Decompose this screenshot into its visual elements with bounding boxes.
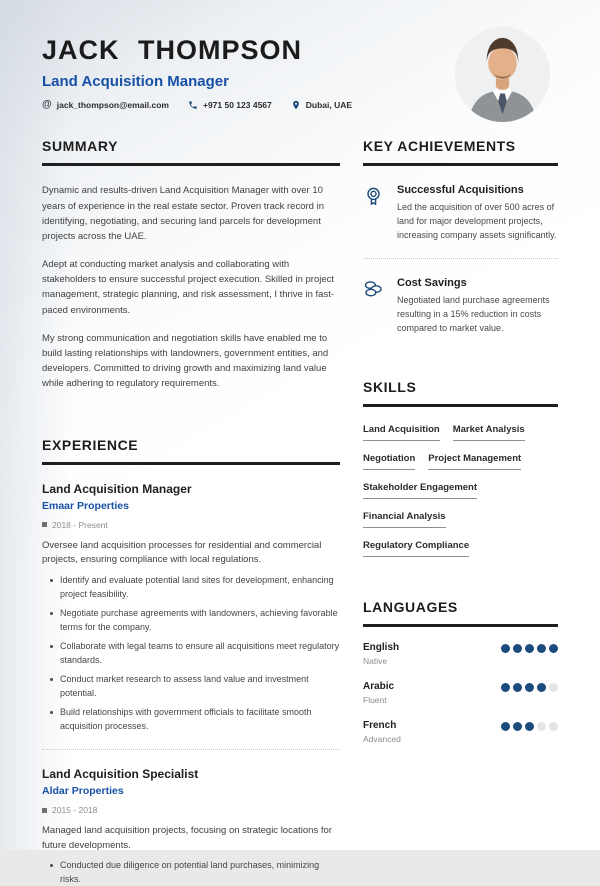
medal-icon <box>363 184 386 242</box>
header <box>0 0 600 110</box>
job-dates: 2018 - Present <box>52 519 108 530</box>
skill-item: Stakeholder Engagement <box>363 482 477 499</box>
coins-icon <box>363 277 386 335</box>
email-at-icon: @ <box>42 99 52 111</box>
candidate-name: JACK THOMPSON <box>42 35 303 65</box>
phone-icon <box>188 100 198 110</box>
achievements-heading: KEY ACHIEVEMENTS <box>363 138 558 166</box>
job-title: Land Acquisition Manager <box>42 481 192 496</box>
language-row <box>363 681 558 705</box>
contact-phone[interactable] <box>188 100 272 110</box>
skills-section <box>363 379 558 557</box>
skill-item: Market Analysis <box>453 424 525 441</box>
language-row <box>363 642 558 666</box>
summary-paragraph: My strong communication and negotiation skills have enabled me to build lasting relationships with landowners, government entities, and developers. Committed to driving growth and maximizing land value while adhering to regulatory requirements. <box>42 332 329 390</box>
skill-item: Negotiation <box>363 453 415 470</box>
language-info <box>363 681 394 705</box>
achievements-section <box>363 138 558 335</box>
avatar-illustration <box>455 27 550 122</box>
content-columns <box>0 138 600 886</box>
achievement-body <box>397 277 558 335</box>
language-row <box>363 720 558 744</box>
languages-heading: LANGUAGES <box>363 599 558 627</box>
achievement-item <box>363 184 558 242</box>
language-name: Arabic <box>363 681 395 693</box>
summary-section <box>42 138 340 391</box>
achievement-text: Negotiated land purchase agreements resulting in a 15% reduction in costs compared to market value. <box>397 295 550 333</box>
job-bullet-list <box>42 859 340 886</box>
location-text: Dubai, UAE <box>305 100 353 111</box>
job-bullet-list <box>42 574 340 733</box>
job-bullet: Collaborate with legal teams to ensure all acquisitions meet regulatory standards. <box>60 640 340 667</box>
contact-location[interactable] <box>291 100 352 110</box>
language-info <box>363 642 399 666</box>
skill-item: Financial Analysis <box>363 511 446 528</box>
candidate-job-title: Land Acquisition Manager <box>42 73 229 91</box>
job-bullet: Conduct market research to assess land value and investment potential. <box>60 673 340 700</box>
summary-paragraph: Dynamic and results-driven Land Acquisition Manager with over 10 years of experience in the real estate sector. Proven track record in identifying, negotiating, and securing land parcels for development projects across the UAE. <box>42 185 324 242</box>
job-entry <box>42 767 340 886</box>
skill-item: Project Management <box>428 453 521 470</box>
job-bullet: Identify and evaluate potential land sites for development, enhancing project feasibility. <box>60 574 340 601</box>
language-name: English <box>363 642 400 654</box>
summary-heading: SUMMARY <box>42 138 340 166</box>
achievement-title: Successful Acquisitions <box>397 184 524 197</box>
profile-photo <box>455 27 550 122</box>
language-proficiency-dots <box>501 722 558 731</box>
job-title: Land Acquisition Specialist <box>42 767 199 782</box>
language-level: Native <box>363 656 388 667</box>
job-company: Emaar Properties <box>42 499 129 512</box>
job-dates: 2015 - 2018 <box>52 805 98 816</box>
experience-heading: EXPERIENCE <box>42 437 340 465</box>
achievement-title: Cost Savings <box>397 277 467 290</box>
job-dates-row <box>42 520 340 530</box>
job-description: Managed land acquisition projects, focusing on strategic locations for future developments. <box>42 825 332 851</box>
calendar-icon <box>42 808 47 813</box>
achievement-divider <box>363 258 558 259</box>
job-description: Oversee land acquisition processes for residential and commercial projects, ensuring compliance with local regulations. <box>42 539 322 566</box>
contact-email[interactable] <box>42 100 169 110</box>
language-info <box>363 720 401 744</box>
location-pin-icon <box>291 100 301 110</box>
job-divider <box>42 749 340 750</box>
language-proficiency-dots <box>501 644 558 653</box>
skills-list <box>363 424 558 557</box>
job-bullet: Negotiate purchase agreements with landowners, achieving favorable terms for the company. <box>60 607 340 634</box>
calendar-icon <box>42 522 47 527</box>
summary-paragraph: Adept at conducting market analysis and collaborating with stakeholders to ensure successful project execution. Skilled in project management, strategic planning, and risk assessment, I thrive in fast-paced environments. <box>42 259 335 316</box>
job-bullet: Conducted due diligence on potential land purchases, minimizing risks. <box>60 859 340 886</box>
achievement-text: Led the acquisition of over 500 acres of land for major development projects, increasing company assets significantly. <box>397 202 557 240</box>
language-level: Fluent <box>363 695 387 706</box>
skill-item: Land Acquisition <box>363 424 440 441</box>
job-company: Aldar Properties <box>42 785 124 798</box>
phone-text: +971 50 123 4567 <box>202 100 272 111</box>
languages-section <box>363 599 558 744</box>
job-entry <box>42 482 340 733</box>
job-dates-row <box>42 805 340 815</box>
language-name: French <box>363 720 397 732</box>
skill-item: Regulatory Compliance <box>363 540 469 557</box>
left-column <box>42 138 340 886</box>
language-level: Advanced <box>363 734 401 745</box>
job-bullet: Build relationships with government officials to facilitate smooth acquisition processes. <box>60 706 340 733</box>
language-proficiency-dots <box>501 683 558 692</box>
right-column <box>363 138 558 886</box>
experience-section <box>42 437 340 886</box>
skills-heading: SKILLS <box>363 379 558 407</box>
email-text: jack_thompson@email.com <box>56 100 169 111</box>
achievement-item <box>363 277 558 335</box>
achievement-body <box>397 184 558 242</box>
